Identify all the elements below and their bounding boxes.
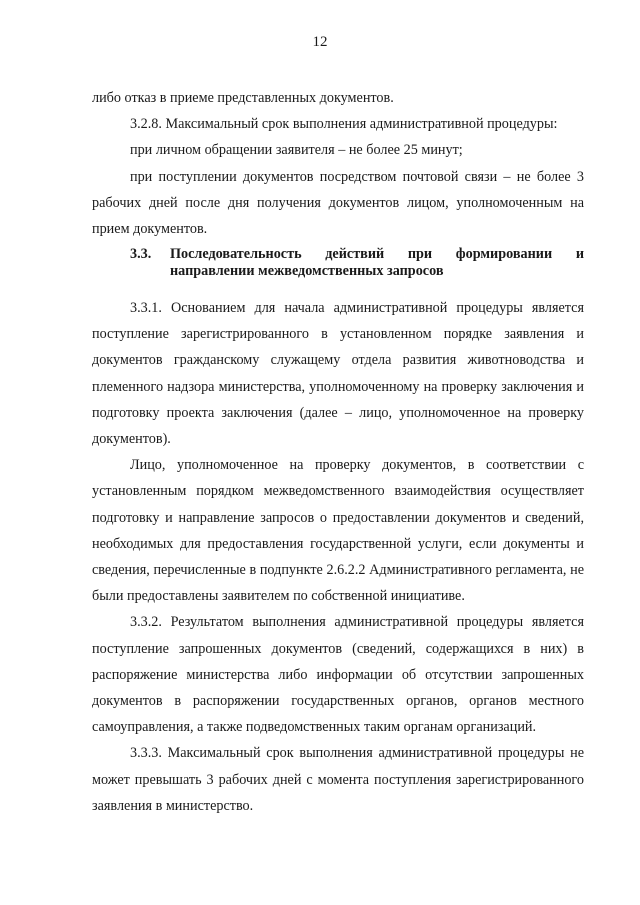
paragraph-3-2-8: 3.2.8. Максимальный срок выполнения административной процедуры: [130, 116, 558, 133]
page-number: 12 [312, 34, 328, 50]
section-body [92, 295, 584, 819]
section-number: 3.3. [130, 246, 152, 262]
intro-continuation-line: либо отказ в приеме представленных документов. [92, 90, 394, 106]
paragraph-3-3-3: 3.3.3. Максимальный срок выполнения административной процедуры не может превышать 3 рабочих дней с момента поступления зарегистрированного заявления в министерство. [92, 745, 584, 814]
section-title-line-2: направлении межведомственных запросов [170, 263, 444, 279]
paragraph-3-3-1: 3.3.1. Основанием для начала административной процедуры является поступление зарегистрированного в установленном порядке заявления и документов гражданскому служащему отдела развития животноводства и племенного надзора министерства, уполномоченному на проверку заключения и подготовку проекта заключения (далее – лицо, уполномоченное на проверку документов). [92, 300, 584, 448]
section-title-line-1: Последовательность действий при формировании и [170, 246, 584, 262]
intro-block [92, 85, 584, 242]
paragraph-authorized-person: Лицо, уполномоченное на проверку документов, в соответствии с установленным порядком межведомственного взаимодействия осуществляет подготовку и направление запросов о предоставлении документов и сведений, необходимых для предоставления государственной услуги, если документы и сведения, перечисленные в подпункте 2.6.2.2 Административного регламента, не были предоставлены заявителем по собственной инициативе. [92, 457, 584, 605]
paragraph-personal-appeal: при личном обращении заявителя – не более 25 минут; [130, 142, 463, 159]
paragraph-postal-receipt: при поступлении документов посредством почтовой связи – не более 3 рабочих дней после дня получения документов лицом, уполномоченным на прием документов. [92, 168, 584, 238]
paragraph-3-3-2: 3.3.2. Результатом выполнения административной процедуры является поступление запрошенных документов (сведений, содержащихся в них) в распоряжение министерства либо информации об отсутствии запрошенных документов в распоряжении государственных органов, органов местного самоуправления, а также подведомственных таким органам организаций. [92, 614, 584, 736]
section-heading-3-3 [130, 246, 584, 280]
